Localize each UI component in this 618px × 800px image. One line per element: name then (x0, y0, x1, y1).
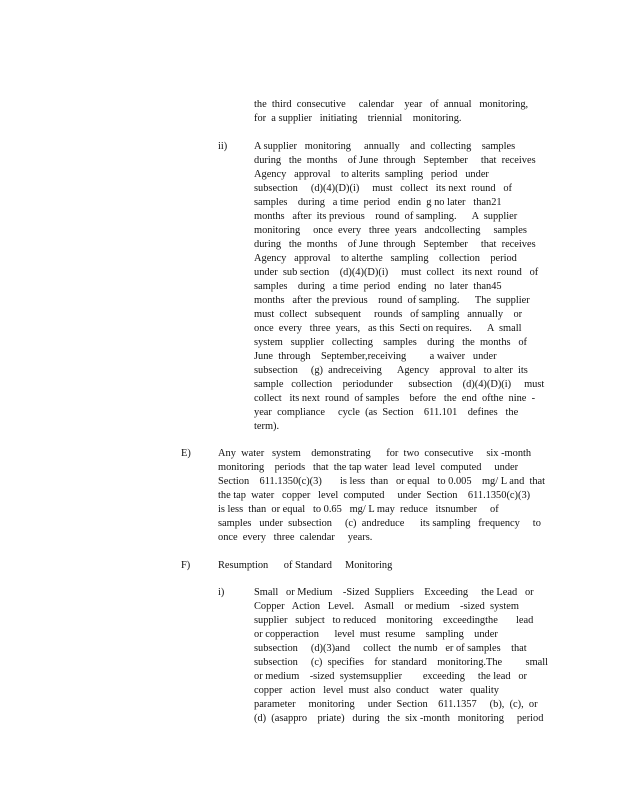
text-line: Copper Action Level. Asmall or medium -sized system (254, 601, 519, 612)
text-line: the tap water copper level computed under Section 611.1350(c)(3) (218, 490, 531, 501)
text-line: (d) (asappro priate) during the six -month monitoring period (254, 713, 544, 724)
text-line: during the months of June through September that receives (254, 155, 536, 166)
text-line: Resumption of Standard Monitoring (218, 560, 393, 571)
item-f-label: F) (181, 560, 191, 571)
text-line: months after its previous round of sampling. A supplier (254, 211, 518, 222)
item-f-i-paragraph (254, 586, 548, 726)
text-line: Agency approval to alterits sampling period under (254, 169, 489, 180)
text-line: Small or Medium -Sized Suppliers Exceeding the Lead or (254, 587, 534, 598)
text-line: once every three years, as this Secti on requires. A small (254, 323, 522, 334)
text-line: must collect subsequent rounds of sampling annually or (254, 309, 523, 320)
text-line: samples during a time period ending no later than45 (254, 281, 502, 292)
text-line: subsection (c) specifies for standard monitoring.The small (254, 657, 549, 668)
text-line: samples under subsection (c) andreduce its sampling frequency to (218, 518, 541, 529)
text-line: or copperaction level must resume sampling under (254, 629, 498, 640)
text-line: monitoring once every three years andcollecting samples (254, 225, 527, 236)
text-line: under sub section (d)(4)(D)(i) must collect its next round of (254, 267, 539, 278)
text-line: samples during a time period endin g no later than21 (254, 197, 502, 208)
text-line: system supplier collecting samples during the months of (254, 337, 528, 348)
text-line: monitoring periods that the tap water lead level computed under (218, 462, 519, 473)
text-line: supplier subject to reduced monitoring exceedingthe lead (254, 615, 534, 626)
item-f-i-label: i) (218, 587, 225, 598)
text-line: or medium -sized systemsupplier exceeding the lead or (254, 671, 527, 682)
item-e-paragraph (218, 447, 545, 545)
text-line: subsection (d)(3)and collect the numb er of samples that (254, 643, 527, 654)
text-line: year compliance cycle (as Section 611.101 defines the (254, 407, 519, 418)
text-line: subsection (d)(4)(D)(i) must collect its next round of (254, 183, 512, 194)
text-line: months after the previous round of sampling. The supplier (254, 295, 530, 306)
item-ii-label: ii) (218, 141, 228, 152)
item-f-heading (218, 559, 392, 573)
item-e-label: E) (181, 448, 191, 459)
text-line: copper action level must also conduct water quality (254, 685, 499, 696)
text-line: A supplier monitoring annually and collecting samples (254, 141, 516, 152)
text-line: Any water system demonstrating for two consecutive six -month (218, 448, 532, 459)
text-line: June through September,receiving a waiver under (254, 351, 497, 362)
text-line: the third consecutive calendar year of annual monitoring, (254, 99, 529, 110)
text-line: parameter monitoring under Section 611.1357 (b), (c), or (254, 699, 538, 710)
text-line: once every three calendar years. (218, 532, 373, 543)
text-line: for a supplier initiating triennial monitoring. (254, 113, 462, 124)
text-line: Section 611.1350(c)(3) is less than or equal to 0.005 mg/ L and that (218, 476, 546, 487)
text-line: Agency approval to alterthe sampling collection period (254, 253, 517, 264)
text-line: is less than or equal to 0.65 mg/ L may reduce itsnumber of (218, 504, 499, 515)
text-line: collect its next round of samples before the end ofthe nine - (254, 393, 536, 404)
text-line: subsection (g) andreceiving Agency approval to alter its (254, 365, 528, 376)
text-line: term). (254, 421, 280, 432)
intro-paragraph (254, 98, 528, 126)
item-ii-paragraph (254, 140, 544, 434)
text-line: sample collection periodunder subsection (d)(4)(D)(i) must (254, 379, 545, 390)
text-line: during the months of June through September that receives (254, 239, 536, 250)
